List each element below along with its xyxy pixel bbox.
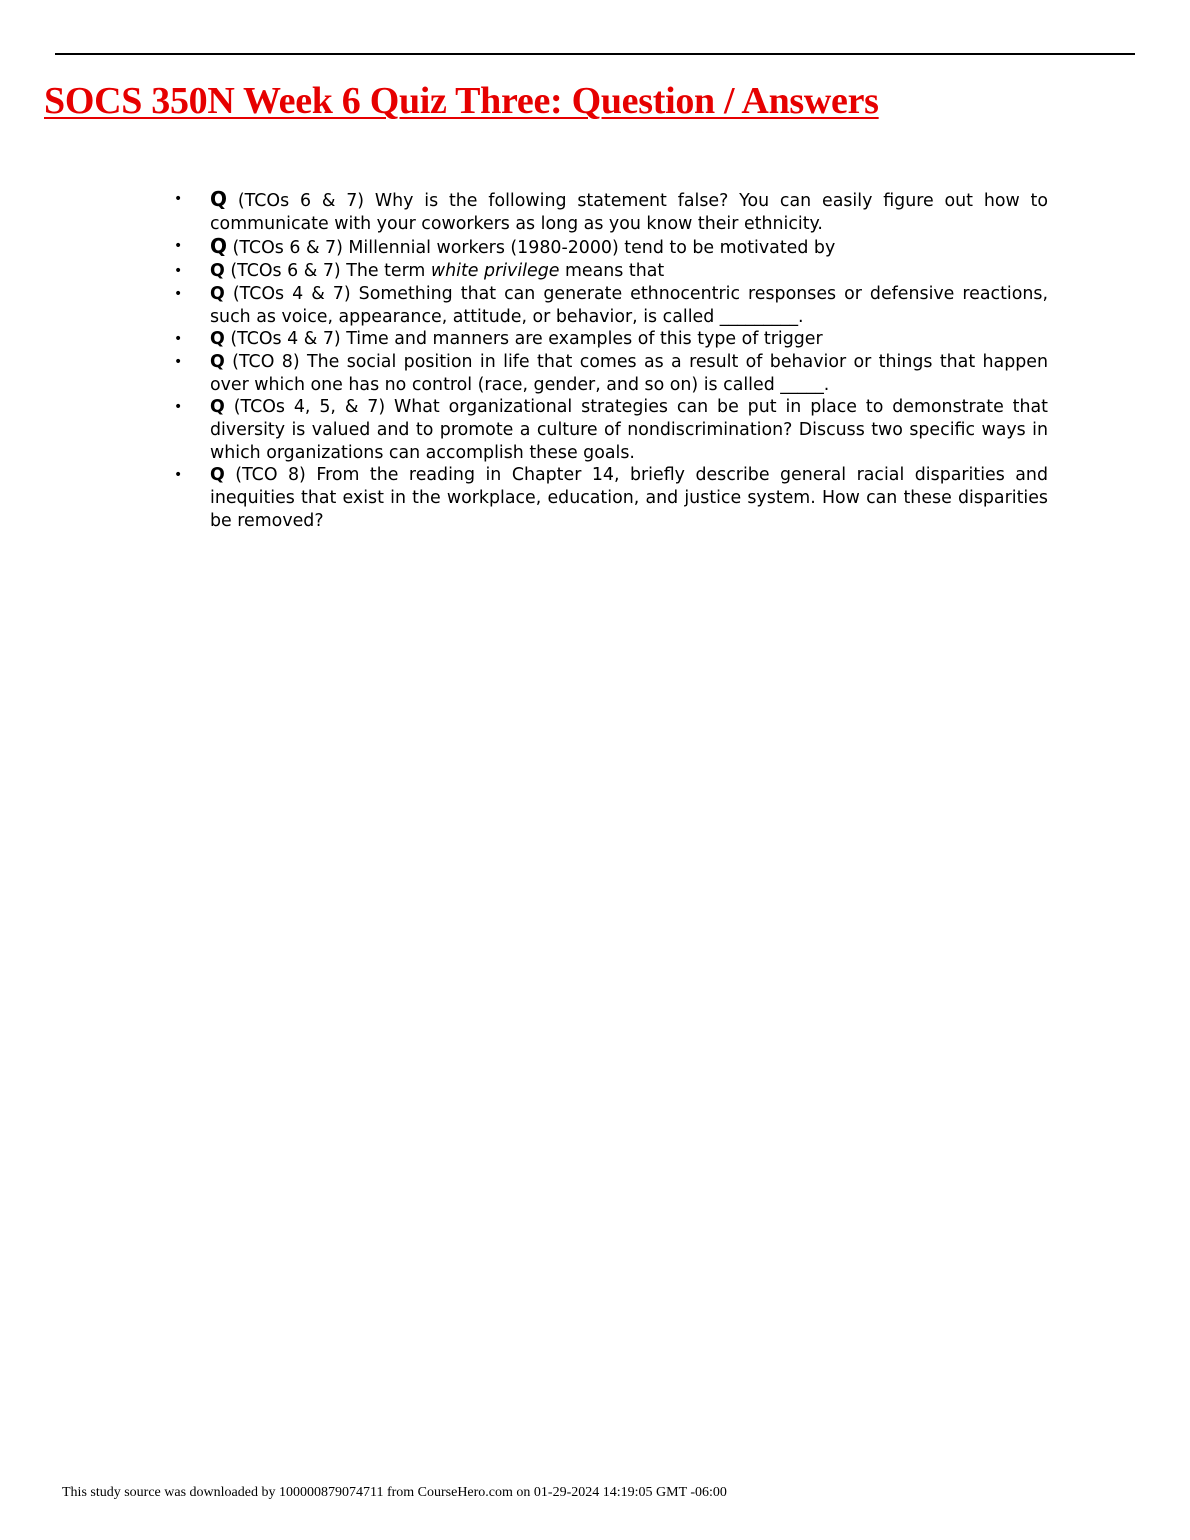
question-item-7 xyxy=(170,396,1048,464)
bullet-icon: • xyxy=(174,467,183,484)
question-item-3 xyxy=(170,260,1048,283)
bullet-icon: • xyxy=(174,263,183,280)
question-text: (TCOs 4 & 7) Something that can generate ethnocentric responses or defensive reactions, such as voice, appearance, attitude, or behavior, is called _________. xyxy=(210,283,1048,327)
bullet-icon: • xyxy=(174,331,183,348)
question-text: (TCO 8) The social position in life that comes as a result of behavior or things that happen over which one has no control (race, gender, and so on) is called _____. xyxy=(210,351,1048,395)
bullet-icon: • xyxy=(174,238,183,255)
document-title: SOCS 350N Week 6 Quiz Three: Question / Answers xyxy=(44,80,879,122)
question-text: (TCOs 4, 5, & 7) What organizational strategies can be put in place to demonstrate that diversity is valued and to promote a culture of nondiscrimination? Discuss two specific ways in which organizations can accomplish these goals. xyxy=(210,397,1048,463)
question-item-4 xyxy=(170,283,1048,328)
question-item-2 xyxy=(170,235,1048,260)
question-text-after: means that xyxy=(559,261,665,282)
emphasized-term: white privilege xyxy=(430,261,560,282)
question-marker: Q xyxy=(210,261,225,282)
question-marker: Q xyxy=(210,397,225,418)
question-text: (TCO 8) From the reading in Chapter 14, briefly describe general racial disparities and inequities that exist in the workplace, education, and justice system. How can these disparities be removed? xyxy=(210,465,1048,531)
question-item-5 xyxy=(170,328,1048,351)
question-marker: Q xyxy=(210,283,225,304)
bullet-icon: • xyxy=(174,353,183,370)
question-marker: Q xyxy=(210,329,225,350)
question-marker: Q xyxy=(210,187,228,211)
question-text: (TCOs 4 & 7) Time and manners are examples of this type of trigger xyxy=(224,329,823,350)
top-horizontal-rule xyxy=(55,53,1135,55)
bullet-icon: • xyxy=(174,285,183,302)
question-marker: Q xyxy=(210,234,228,259)
question-item-8 xyxy=(170,464,1048,532)
question-item-1 xyxy=(170,188,1048,235)
download-source-footer: This study source was downloaded by 100000879074711 from CourseHero.com on 01-29-2024 14:19:05 GMT -06:00 xyxy=(62,1485,727,1500)
question-text-before: (TCOs 6 & 7) The term xyxy=(224,261,431,282)
bullet-icon: • xyxy=(174,399,183,416)
question-marker: Q xyxy=(210,351,225,372)
question-marker: Q xyxy=(210,465,225,486)
bullet-icon: • xyxy=(174,191,183,207)
question-text: (TCOs 6 & 7) Millennial workers (1980-2000) tend to be motivated by xyxy=(227,238,836,259)
question-list xyxy=(170,188,1048,533)
question-item-6 xyxy=(170,351,1048,396)
question-text: (TCOs 6 & 7) Why is the following statement false? You can easily figure out how to communicate with your coworkers as long as you know their ethnicity. xyxy=(210,191,1048,234)
